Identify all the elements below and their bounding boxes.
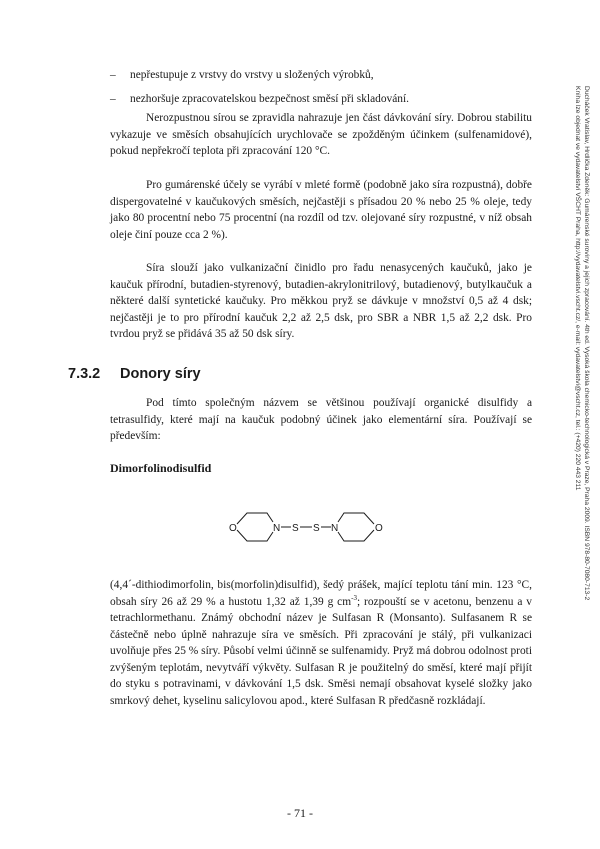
compound-description — [110, 577, 532, 709]
paragraph: Síra slouží jako vulkanizační činidlo pro řadu nenasycených kaučuků, jako je kaučuk přírodní, butadien-styrenový, butadien-akrylonitrilový, butadienový, butylkaučuk a některé další syntetické kaučuky. Pro měkkou pryž se dávkuje v množství 0,5 až 4 dsk; nejčastěji je to pro přírodní kaučuk 2,2 až 2,5 dsk, pro SBR a NBR 1,5 až 2,2 dsk. Pro tvrdou pryž se přidává 35 až 50 dsk síry. — [110, 262, 532, 340]
paragraph: Nerozpustnou sírou se zpravidla nahrazuje jen část dávkování síry. Dobrou stabilitu vykazuje ve směsích obsahujících urychlovače se zpožděným účinkem (sulfenamidové), pokud nepřekročí teplota při zpracování 120 °C. — [110, 112, 532, 157]
page-number: - 71 - — [287, 806, 313, 820]
section-number: 7.3.2 — [68, 366, 101, 382]
list-bullet: – — [110, 93, 116, 105]
unit-exponent: -3 — [351, 593, 357, 602]
ring-bond — [338, 513, 374, 524]
list-bullet: – — [110, 69, 116, 81]
compound-name: Dimorfolinodisulfid — [110, 461, 212, 475]
description-text: (4,4´-dithiodimorfolin, bis(morfolin)disulfid), šedý prášek, mající teplotu tání min. 123 °C, obsah síry 26 až 29 % a hustotu 1,32 až 1,39 g cm — [110, 579, 532, 608]
description-text: ; rozpouští se v acetonu, benzenu a v tetrachlormethanu. Známý obchodní název je Sulfasan R (Monsanto). Sulfasanem R se částečně nebo úplně nahrazuje síra ve směsích. Při zpracování je stálý, při vulkanizaci uvolňuje přes 25 % síry. Působí velmi účinně se sulfenamidy. Pryž má dobrou odolnost proti zvýšeným teplotám, nevytváří výkvěty. Sulfasan R je použitelný do směsí, které mají přijít do styku s potravinami, v dávkování 1,5 dsk. Směsi nemají obsahovat kyselé složky jako smrkový dehet, kyselinu salicylovou apod., které Sulfasan R předčasně rozkládají. — [110, 595, 533, 707]
copyright-sidebar — [573, 86, 600, 736]
intro-paragraph: Pod tímto společným názvem se většinou používají organické disulfidy a tetrasulfidy, které mají na kaučuk podobný účinek jako elementární síra. Používají se především: — [110, 397, 532, 442]
atom-sulfur: S — [313, 523, 320, 534]
section-title: Donory síry — [120, 366, 201, 382]
ring-bond — [338, 530, 374, 541]
atom-oxygen: O — [229, 523, 237, 534]
sidebar-order-info: Kniha lze objednat ve vydavatelství VŠCHT Praha, http://vydavatelstvi.vscht.cz/, e-mail: vydavatelstvi@vscht.cz, tel.: (+420) 220 443 211 — [574, 86, 581, 491]
ring-bond — [237, 530, 273, 541]
list-item-text: nezhoršuje zpracovatelskou bezpečnost směsí při skladování. — [130, 93, 409, 105]
section-heading — [68, 366, 201, 382]
list-item-text: nepřestupuje z vrstvy do vrstvy u složených výrobků, — [130, 69, 374, 81]
structural-formula — [225, 503, 385, 549]
atom-oxygen: O — [375, 523, 383, 534]
paragraph: Pro gumárenské účely se vyrábí v mleté formě (podobně jako síra rozpustná), dobře dispergovatelné v kaučukových směsích, nejčastěji s přísadou 20 % nebo 25 % oleje, tedy jako 80 procentní nebo 75 procentní (na rozdíl od tzv. olejované síry rozpustné, v níž obsah oleje činí pouze cca 2 %). — [110, 179, 532, 241]
ring-bond — [237, 513, 273, 524]
sidebar-citation: Ducháček Vratislav, Hrdlička Zdeněk: Gumárenské suroviny a jejich zpracování. 4th ed. Vysoká škola chemicko-technologická v Praze, Praha 2009. ISBN 978-80-7080-713-2 — [583, 86, 590, 601]
atom-nitrogen: N — [331, 523, 339, 534]
atom-sulfur: S — [292, 523, 299, 534]
atom-nitrogen: N — [273, 523, 281, 534]
